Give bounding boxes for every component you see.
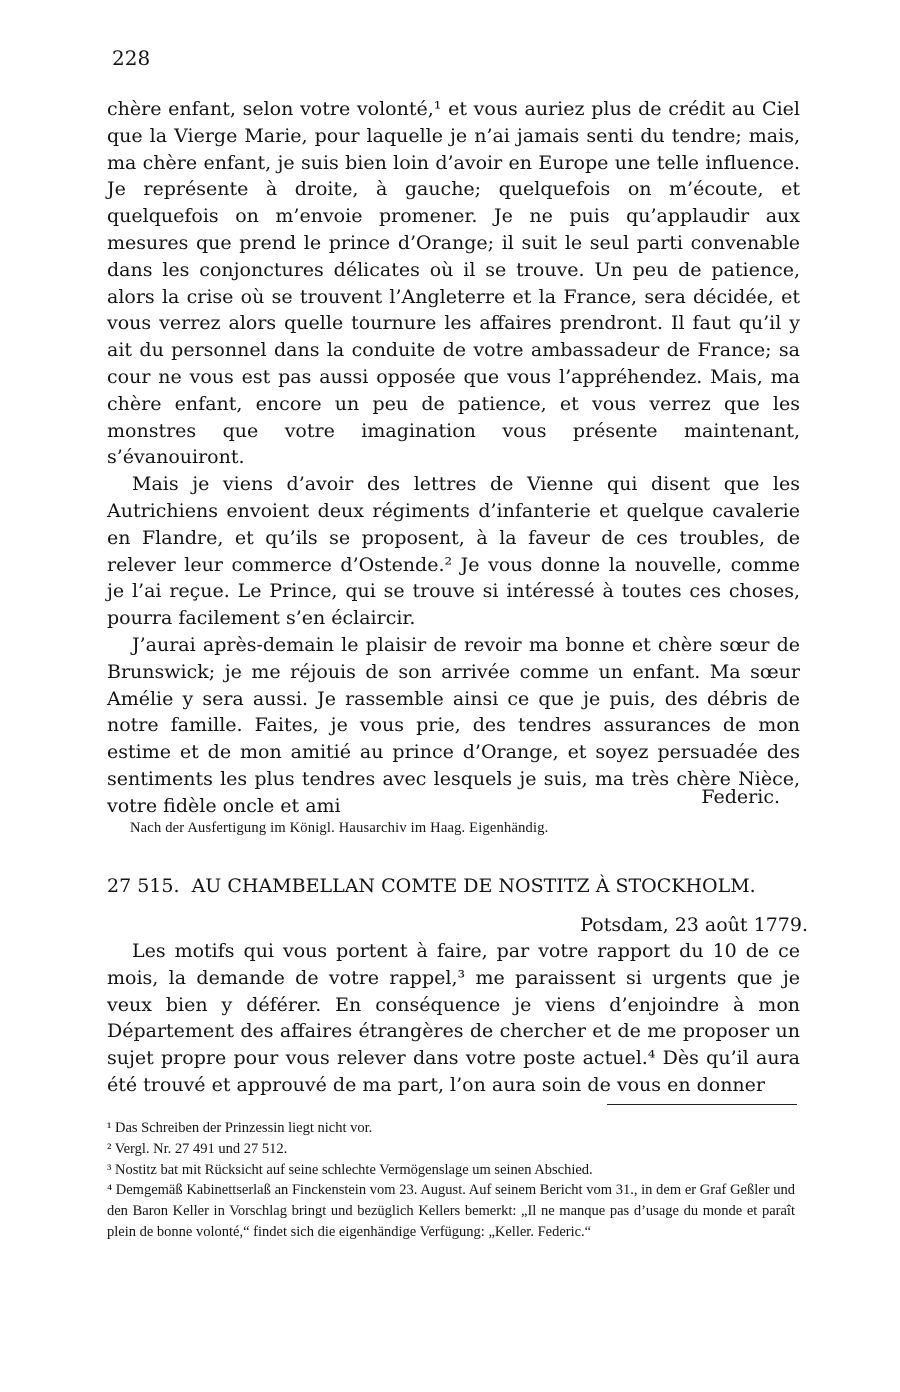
- page-number: 228: [112, 46, 151, 70]
- paragraph: Les motifs qui vous portent à faire, par votre rapport du 10 de ce mois, la demande de votre rappel,³ me paraissent si urgents que je veux bien y déférer. En conséquence je viens d’enjoindre à mon Département des affaires étrangères de chercher et de me proposer un sujet propre pour vous relever dans votre poste actuel.⁴ Dès qu’il aura été trouvé et approuvé de ma part, l’on aura soin de vous en donner: [107, 940, 800, 1096]
- paragraph: Mais je viens d’avoir des lettres de Vienne qui disent que les Autrichiens envoient deux régiments d’infanterie et quelque cavalerie en Flandre, et qu’ils se proposent, à la faveur de ces troubles, de relever leur commerce d’Ostende.² Je vous donne la nouvelle, comme je l’ai reçue. Le Prince, qui se trouve si intéressé à toutes ces choses, pourra facilement s’en éclaircir.: [107, 473, 800, 630]
- paragraph: chère enfant, selon votre volonté,¹ et vous auriez plus de crédit au Ciel que la Vierge Marie, pour laquelle je n’ai jamais senti du tendre; mais, ma chère enfant, je suis bien loin d’avoir en Europe une telle influence. Je représente à droite, à gauche; quelquefois on m’écoute, et quelquefois on m’envoie promener. Je ne puis qu’applaudir aux mesures que prend le prince d’Orange; il suit le seul parti convenable dans les conjonctures délicates où il se trouve. Un peu de patience, alors la crise où se trouvent l’Angleterre et la France, sera décidée, et vous verrez alors quelle tournure les affaires prendront. Il faut qu’il y ait du personnel dans la conduite de votre ambassadeur de France; sa cour ne vous est pas aussi opposée que vous l’appréhendez. Mais, ma chère enfant, encore un peu de patience, et vous verrez que les monstres que votre imagination vous présente maintenant, s’évanouiront.: [107, 98, 800, 469]
- footnote: ⁴ Demgemäß Kabinettserlaß an Finckenstein vom 23. August. Auf seinem Bericht vom 31., in dem er Graf Geßler und den Baron Keller in Vorschlag bringt und bezüglich Kellers bemerkt: „Il ne manque pas d’usage du monde et paraît plein de bonne volonté,“ findet sich die eigenhändige Verfügung: „Keller. Federic.“: [107, 1182, 795, 1240]
- footnote-divider: [607, 1104, 797, 1105]
- letter-body: [107, 938, 800, 1099]
- signature: Federic.: [701, 786, 780, 808]
- letter-continuation: [107, 96, 800, 820]
- footnote: ³ Nostitz bat mit Rücksicht auf seine schlechte Vermögenslage um seinen Abschied.: [107, 1161, 593, 1178]
- footnote: ¹ Das Schreiben der Prinzessin liegt nicht vor.: [107, 1120, 373, 1136]
- paragraph: J’aurai après-demain le plaisir de revoir ma bonne et chère sœur de Brunswick; je me réjouis de son arrivée comme un enfant. Ma sœur Amélie y sera aussi. Je rassemble ainsi ce que je puis, des débris de notre famille. Faites, je vous prie, des tendres assurances de mon estime et de mon amitié au prince d’Orange, et soyez persuadée des sentiments les plus tendres avec lesquels je suis, ma très chère Nièce, votre fidèle oncle et ami: [107, 633, 800, 817]
- dateline: Potsdam, 23 août 1779.: [580, 914, 808, 936]
- source-note: Nach der Ausfertigung im Königl. Hausarchiv im Haag. Eigenhändig.: [130, 820, 549, 836]
- footnotes: [107, 1118, 795, 1243]
- letter-addressee: AU CHAMBELLAN COMTE DE NOSTITZ À STOCKHOLM.: [191, 875, 756, 897]
- letter-number: 27 515.: [107, 875, 180, 897]
- footnote: ² Vergl. Nr. 27 491 und 27 512.: [107, 1140, 288, 1157]
- letter-heading: [107, 874, 807, 898]
